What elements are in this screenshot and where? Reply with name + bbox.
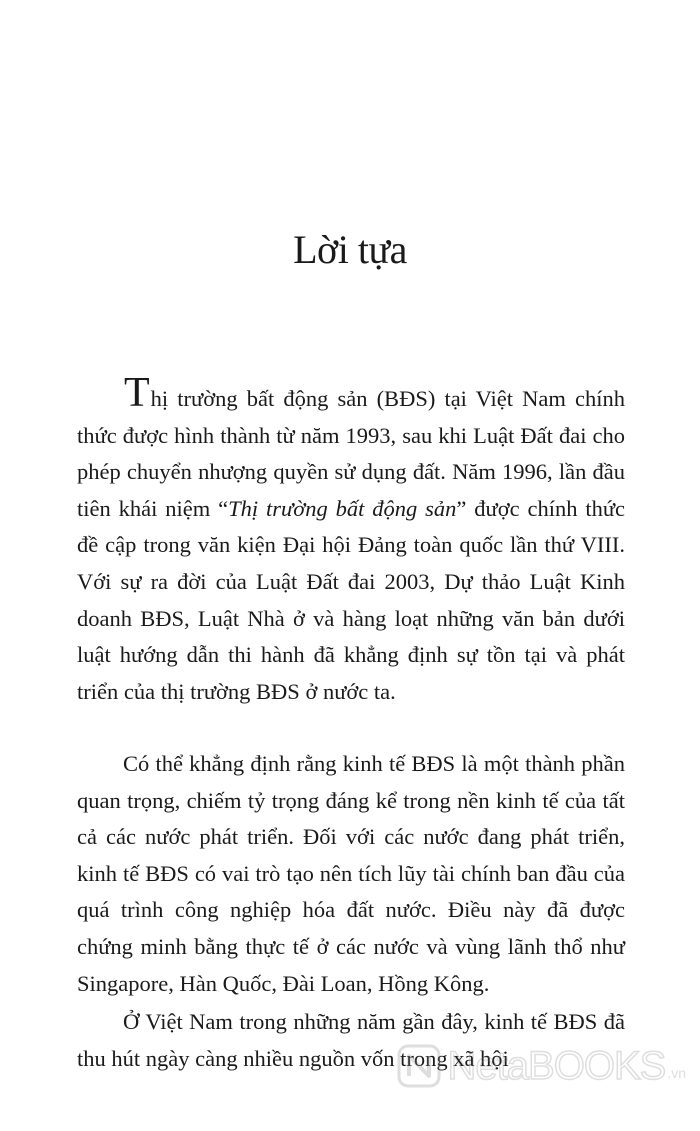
watermark-text: NetaBOOKS <box>447 1043 666 1088</box>
book-n-logo-icon <box>396 1043 442 1089</box>
paragraph-1-text-b: ” được chính thức đề cập trong văn kiện Đại hội Đảng toàn quốc lần thứ VIII. Với sự ra đời của Luật Đất đai 2003, Dự thảo Luật Kinh doanh BĐS, Luật Nhà ở và hàng loạt những văn bản dưới luật hướng dẫn thi hành đã khẳng định sự tồn tại và phát triển của thị trường BĐS ở nước ta. <box>77 495 625 704</box>
watermark <box>396 1043 686 1089</box>
paragraph-1-italic-term: Thị trường bất động sản <box>228 495 457 521</box>
paragraph-3: Ở Việt Nam trong những năm gần đây, kinh tế BĐS đã thu hút ngày càng nhiều nguồn vốn trong xã hội <box>77 1009 625 1071</box>
page-title: Lời tựa <box>293 227 407 272</box>
paragraph-1-text-a: hị trường bất động sản (BĐS) tại Việt Nam chính thức được hình thành từ năm 1993, sau khi Luật Đất đai cho phép chuyển nhượng quyền sử dụng đất. Năm 1996, lần đầu tiên khái niệm “ <box>77 386 625 521</box>
watermark-suffix: .vn <box>667 1065 686 1081</box>
paragraph-2: Có thể khẳng định rằng kinh tế BĐS là một thành phần quan trọng, chiếm tỷ trọng đáng kể trong nền kinh tế của tất cả các nước phát triển. Đối với các nước đang phát triển, kinh tế BĐS có vai trò tạo nên tích lũy tài chính ban đầu của quá trình công nghiệp hóa đất nước. Điều này đã được chứng minh bằng thực tế ở các nước và vùng lãnh thổ như Singapore, Hàn Quốc, Đài Loan, Hồng Kông. <box>77 751 625 996</box>
paragraph-1 <box>77 370 625 710</box>
drop-cap: T <box>124 370 150 416</box>
